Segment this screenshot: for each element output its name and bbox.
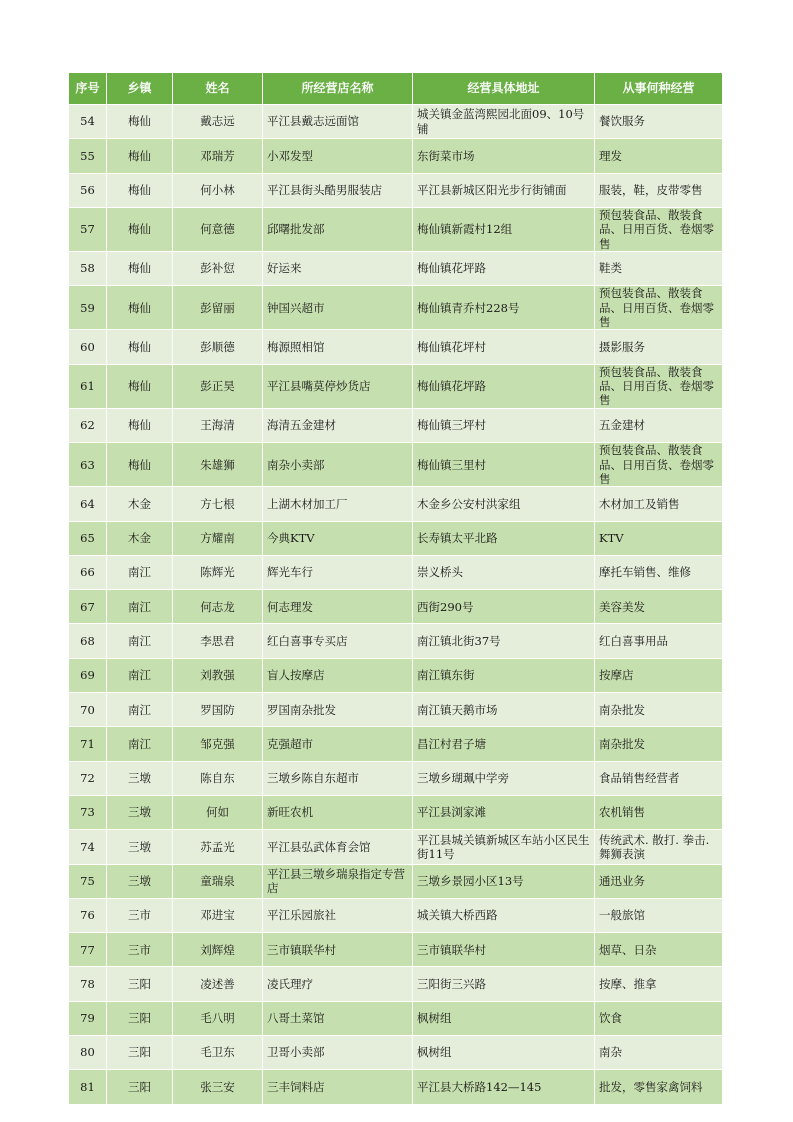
cell-business-type: 美容美发 [595,590,723,624]
cell-shop-name: 海清五金建材 [263,408,413,442]
cell-name: 彭正昊 [173,364,263,408]
cell-address: 梅仙镇青乔村228号 [413,286,595,330]
cell-serial-number: 71 [69,727,107,761]
cell-address: 梅仙镇花坪路 [413,364,595,408]
cell-business-type: KTV [595,521,723,555]
cell-township: 南江 [107,727,173,761]
cell-shop-name: 梅源照相馆 [263,330,413,364]
table-row [69,658,723,692]
cell-address: 平江县新城区阳光步行街铺面 [413,173,595,207]
cell-address: 梅仙镇三坪村 [413,408,595,442]
cell-address: 平江县城关镇新城区车站小区民生街11号 [413,830,595,864]
table-row [69,590,723,624]
cell-shop-name: 好运来 [263,252,413,286]
cell-shop-name: 今典KTV [263,521,413,555]
cell-serial-number: 75 [69,864,107,898]
cell-shop-name: 克强超市 [263,727,413,761]
cell-address: 东街菜市场 [413,139,595,173]
cell-business-type: 摩托车销售、维修 [595,555,723,589]
cell-business-type: 红白喜事用品 [595,624,723,658]
cell-name: 毛卫东 [173,1036,263,1070]
cell-address: 木金乡公安村洪家组 [413,487,595,521]
header-name: 姓名 [173,73,263,105]
cell-address: 三市镇联华村 [413,933,595,967]
cell-address: 梅仙镇花坪路 [413,252,595,286]
cell-name: 罗国防 [173,693,263,727]
cell-serial-number: 66 [69,555,107,589]
cell-business-type: 传统武术. 散打. 拳击. 舞狮表演 [595,830,723,864]
cell-address: 城关镇大桥西路 [413,898,595,932]
cell-address: 崇义桥头 [413,555,595,589]
cell-township: 三墩 [107,795,173,829]
cell-address: 梅仙镇花坪村 [413,330,595,364]
cell-business-type: 南杂批发 [595,727,723,761]
table-row [69,443,723,487]
cell-township: 梅仙 [107,105,173,139]
table-row [69,139,723,173]
cell-township: 梅仙 [107,408,173,442]
cell-serial-number: 79 [69,1001,107,1035]
cell-address: 昌江村君子塘 [413,727,595,761]
cell-township: 木金 [107,487,173,521]
cell-business-type: 服装，鞋，皮带零售 [595,173,723,207]
cell-township: 南江 [107,590,173,624]
cell-name: 凌述善 [173,967,263,1001]
cell-address: 长寿镇太平北路 [413,521,595,555]
header-township: 乡镇 [107,73,173,105]
cell-name: 陈自东 [173,761,263,795]
table-row [69,1036,723,1070]
cell-address: 南江镇北街37号 [413,624,595,658]
cell-shop-name: 上湖木材加工厂 [263,487,413,521]
cell-shop-name: 平江县三墩乡瑞泉指定专营店 [263,864,413,898]
cell-business-type: 餐饮服务 [595,105,723,139]
cell-serial-number: 70 [69,693,107,727]
header-serial-number: 序号 [69,73,107,105]
table-row [69,173,723,207]
cell-serial-number: 77 [69,933,107,967]
cell-serial-number: 58 [69,252,107,286]
cell-serial-number: 55 [69,139,107,173]
cell-business-type: 理发 [595,139,723,173]
table-row [69,1070,723,1104]
cell-serial-number: 74 [69,830,107,864]
cell-serial-number: 78 [69,967,107,1001]
table-row [69,207,723,251]
cell-township: 三墩 [107,864,173,898]
cell-name: 彭补愆 [173,252,263,286]
cell-township: 南江 [107,624,173,658]
cell-shop-name: 盲人按摩店 [263,658,413,692]
table-row [69,408,723,442]
cell-address: 枫树组 [413,1036,595,1070]
cell-address: 平江县大桥路142—145 [413,1070,595,1104]
cell-township: 梅仙 [107,364,173,408]
cell-serial-number: 59 [69,286,107,330]
table-row [69,864,723,898]
table-row [69,487,723,521]
cell-shop-name: 钟国兴超市 [263,286,413,330]
cell-shop-name: 平江乐园旅社 [263,898,413,932]
table-row [69,693,723,727]
cell-name: 刘辉煌 [173,933,263,967]
cell-business-type: 预包装食品、散装食品、日用百货、卷烟零售 [595,443,723,487]
cell-township: 三市 [107,898,173,932]
cell-township: 三墩 [107,761,173,795]
table-row [69,967,723,1001]
cell-name: 陈辉光 [173,555,263,589]
header-business-type: 从事何种经营 [595,73,723,105]
cell-business-type: 预包装食品、散装食品、日用百货、卷烟零售 [595,286,723,330]
table-row [69,555,723,589]
cell-name: 方七根 [173,487,263,521]
cell-address: 梅仙镇新霞村12组 [413,207,595,251]
cell-township: 三阳 [107,967,173,1001]
cell-shop-name: 小邓发型 [263,139,413,173]
cell-address: 城关镇金蓝湾熙园北面09、10号铺 [413,105,595,139]
cell-shop-name: 卫哥小卖部 [263,1036,413,1070]
table-row [69,521,723,555]
cell-shop-name: 新旺农机 [263,795,413,829]
cell-name: 彭留丽 [173,286,263,330]
table-row [69,761,723,795]
table-row [69,830,723,864]
cell-business-type: 农机销售 [595,795,723,829]
cell-shop-name: 红白喜事专买店 [263,624,413,658]
cell-address: 平江县浏家滩 [413,795,595,829]
cell-shop-name: 南杂小卖部 [263,443,413,487]
cell-name: 朱雄狮 [173,443,263,487]
cell-address: 梅仙镇三里村 [413,443,595,487]
cell-name: 戴志远 [173,105,263,139]
cell-name: 毛八明 [173,1001,263,1035]
cell-serial-number: 54 [69,105,107,139]
cell-township: 南江 [107,555,173,589]
cell-business-type: 烟草、日杂 [595,933,723,967]
table-row [69,105,723,139]
cell-name: 邓瑞芳 [173,139,263,173]
cell-address: 南江镇东街 [413,658,595,692]
cell-address: 西街290号 [413,590,595,624]
cell-business-type: 饮食 [595,1001,723,1035]
cell-name: 何小林 [173,173,263,207]
cell-name: 何志龙 [173,590,263,624]
cell-business-type: 南杂 [595,1036,723,1070]
cell-name: 彭顺德 [173,330,263,364]
cell-business-type: 五金建材 [595,408,723,442]
cell-township: 南江 [107,658,173,692]
cell-shop-name: 八哥土菜馆 [263,1001,413,1035]
header-row [69,73,723,105]
table-row [69,364,723,408]
table-row [69,933,723,967]
header-shop-name: 所经营店名称 [263,73,413,105]
cell-shop-name: 平江县弘武体育会馆 [263,830,413,864]
cell-name: 方耀南 [173,521,263,555]
cell-serial-number: 68 [69,624,107,658]
cell-business-type: 按摩店 [595,658,723,692]
cell-name: 何如 [173,795,263,829]
cell-township: 木金 [107,521,173,555]
cell-shop-name: 邱曙批发部 [263,207,413,251]
cell-township: 梅仙 [107,139,173,173]
cell-business-type: 按摩、推拿 [595,967,723,1001]
cell-address: 枫树组 [413,1001,595,1035]
table-row [69,795,723,829]
cell-township: 三阳 [107,1001,173,1035]
cell-shop-name: 罗国南杂批发 [263,693,413,727]
cell-address: 三墩乡瑚珮中学旁 [413,761,595,795]
cell-address: 三阳街三兴路 [413,967,595,1001]
cell-business-type: 通迅业务 [595,864,723,898]
table-row [69,727,723,761]
table-row [69,330,723,364]
cell-serial-number: 80 [69,1036,107,1070]
cell-business-type: 木材加工及销售 [595,487,723,521]
cell-business-type: 食品销售经营者 [595,761,723,795]
cell-name: 邓进宝 [173,898,263,932]
cell-name: 苏孟光 [173,830,263,864]
cell-name: 童瑞泉 [173,864,263,898]
cell-name: 张三安 [173,1070,263,1104]
cell-township: 梅仙 [107,443,173,487]
cell-serial-number: 67 [69,590,107,624]
cell-serial-number: 63 [69,443,107,487]
cell-serial-number: 76 [69,898,107,932]
cell-shop-name: 平江县戴志远面馆 [263,105,413,139]
cell-name: 王海清 [173,408,263,442]
cell-serial-number: 64 [69,487,107,521]
cell-township: 梅仙 [107,330,173,364]
cell-serial-number: 60 [69,330,107,364]
cell-address: 三墩乡景园小区13号 [413,864,595,898]
cell-shop-name: 何志理发 [263,590,413,624]
vendor-table [68,72,723,1105]
cell-township: 梅仙 [107,173,173,207]
cell-shop-name: 平江县街头酷男服装店 [263,173,413,207]
cell-business-type: 预包装食品、散装食品、日用百货、卷烟零售 [595,207,723,251]
header-address: 经营具体地址 [413,73,595,105]
cell-business-type: 鞋类 [595,252,723,286]
cell-serial-number: 65 [69,521,107,555]
table-row [69,252,723,286]
cell-serial-number: 56 [69,173,107,207]
cell-business-type: 预包装食品、散装食品、日用百货、卷烟零售 [595,364,723,408]
cell-serial-number: 81 [69,1070,107,1104]
cell-township: 三阳 [107,1070,173,1104]
cell-township: 三市 [107,933,173,967]
cell-township: 三墩 [107,830,173,864]
table-body [69,105,723,1105]
cell-business-type: 批发，零售家禽饲料 [595,1070,723,1104]
cell-business-type: 一般旅馆 [595,898,723,932]
cell-name: 李思君 [173,624,263,658]
cell-shop-name: 辉光车行 [263,555,413,589]
table-row [69,898,723,932]
table-row [69,1001,723,1035]
cell-address: 南江镇天鹅市场 [413,693,595,727]
cell-shop-name: 三丰饲料店 [263,1070,413,1104]
cell-township: 梅仙 [107,252,173,286]
cell-shop-name: 凌氏理疗 [263,967,413,1001]
cell-business-type: 南杂批发 [595,693,723,727]
cell-business-type: 摄影服务 [595,330,723,364]
cell-name: 何意德 [173,207,263,251]
cell-township: 三阳 [107,1036,173,1070]
table-header [69,73,723,105]
cell-name: 刘教强 [173,658,263,692]
cell-shop-name: 三墩乡陈自东超市 [263,761,413,795]
cell-serial-number: 62 [69,408,107,442]
cell-serial-number: 61 [69,364,107,408]
cell-serial-number: 69 [69,658,107,692]
cell-shop-name: 三市镇联华村 [263,933,413,967]
cell-township: 南江 [107,693,173,727]
table-row [69,624,723,658]
cell-serial-number: 57 [69,207,107,251]
cell-serial-number: 73 [69,795,107,829]
table-row [69,286,723,330]
cell-township: 梅仙 [107,207,173,251]
cell-serial-number: 72 [69,761,107,795]
cell-name: 邹克强 [173,727,263,761]
cell-shop-name: 平江县嘴莫停炒货店 [263,364,413,408]
cell-township: 梅仙 [107,286,173,330]
